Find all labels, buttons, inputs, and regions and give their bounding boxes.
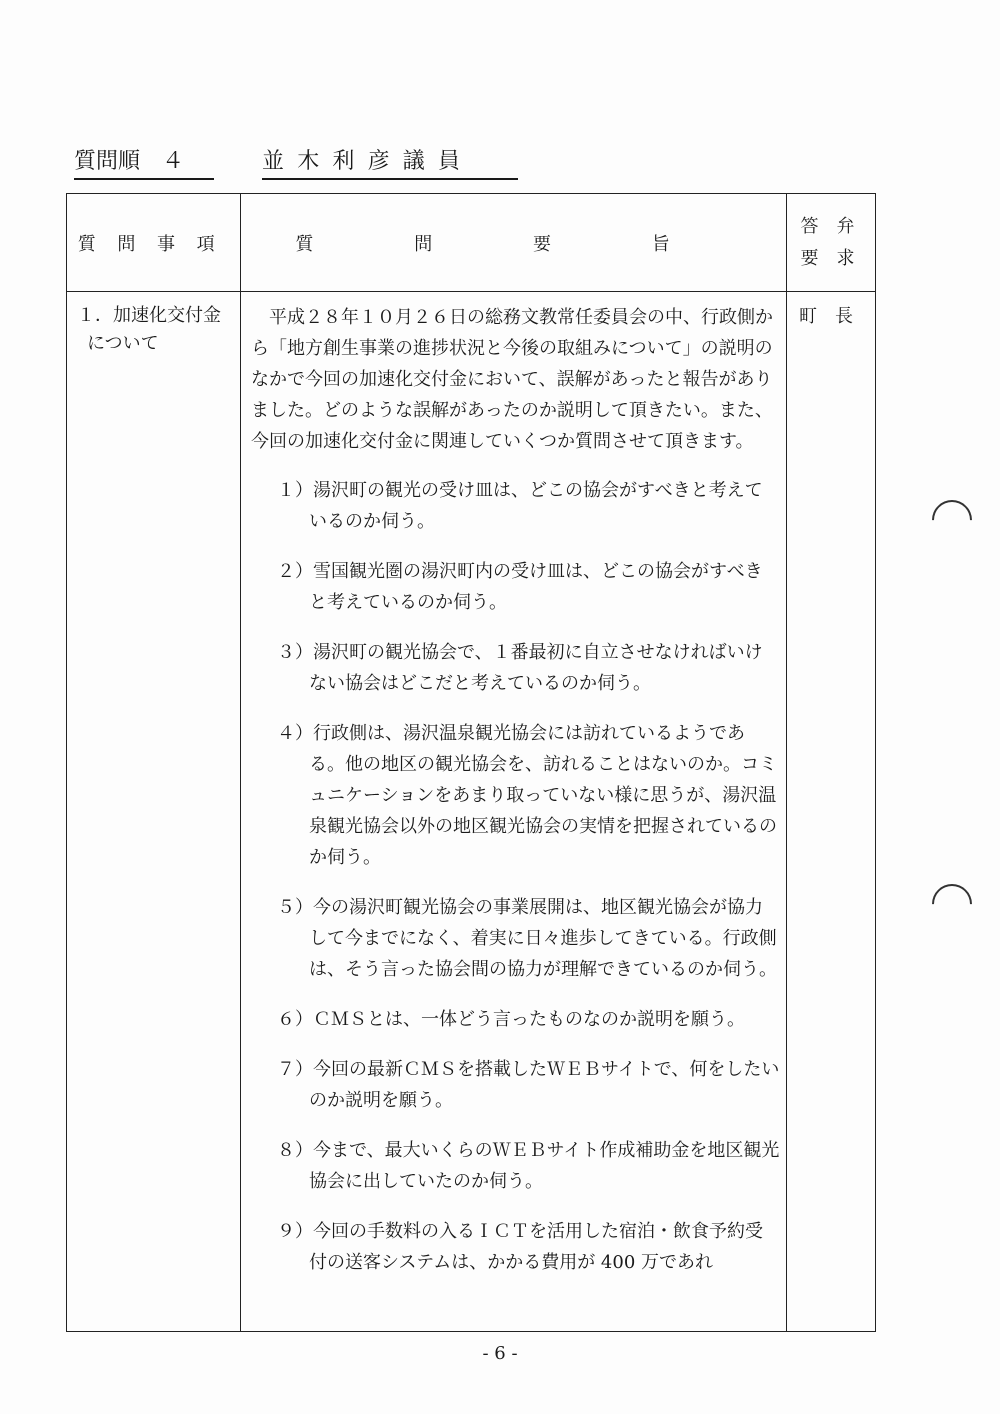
question-order-heading xyxy=(74,148,214,180)
page-number: - 6 - xyxy=(482,1343,518,1364)
punch-hole-mark xyxy=(924,876,981,933)
sub-question: ９）今回の手数料の入るＩＣＴを活用した宿泊・飲食予約受付の送客システムは、かかる費用が 400 万であれ xyxy=(277,1221,763,1273)
member-name: 並木利彦議員 xyxy=(262,148,518,180)
sub-question: ６）ＣＭＳとは、一体どう言ったものなのか説明を願う。 xyxy=(277,1009,745,1030)
column-header-gist: 質問要旨 xyxy=(241,194,787,292)
sub-question: ８）今まで、最大いくらのＷＥＢサイト作成補助金を地区観光協会に出していたのか伺う。 xyxy=(277,1140,780,1192)
column-header-item: 質問事項 xyxy=(67,194,241,292)
table-header-row xyxy=(67,194,876,292)
question-table xyxy=(66,193,876,1332)
question-gist-cell xyxy=(241,292,787,1332)
column-header-request-line1: 答弁 xyxy=(800,215,873,237)
answer-request-cell: 町長 xyxy=(787,292,876,1332)
punch-hole-mark xyxy=(924,492,981,549)
question-lead-text: 平成２８年１０月２６日の総務文教常任委員会の中、行政側から「地方創生事業の進捗状況と今後の取組みについて」の説明のなかで今回の加速化交付金において、誤解があったと報告がありました。どのような誤解があったのか説明して頂きたい。また、今回の加速化交付金に関連していくつか質問させて頂きます。 xyxy=(251,307,773,452)
column-header-request-line2: 要求 xyxy=(800,247,873,269)
question-order: 質問順 ４ xyxy=(74,148,214,180)
sub-question: ３）湯沢町の観光協会で、１番最初に自立させなければいけない協会はどこだと考えているのか伺う。 xyxy=(277,642,763,694)
sub-question: ７）今回の最新ＣＭＳを搭載したＷＥＢサイトで、何をしたいのか説明を願う。 xyxy=(277,1059,780,1111)
sub-question: ２）雪国観光圏の湯沢町内の受け皿は、どこの協会がすべきと考えているのか伺う。 xyxy=(277,561,763,613)
sub-question: ５）今の湯沢町観光協会の事業展開は、地区観光協会が協力して今までになく、着実に日々進歩してきている。行政側は、そう言った協会間の協力が理解できているのか伺う。 xyxy=(277,897,777,980)
question-item-cell xyxy=(67,292,241,1332)
member-name-heading xyxy=(262,148,518,180)
column-header-request xyxy=(787,194,876,292)
question-item-title: １．加速化交付金 xyxy=(77,305,221,326)
sub-question: ４）行政側は、湯沢温泉観光協会には訪れているようである。他の地区の観光協会を、訪れることはないのか。コミュニケーションをあまり取っていない様に思うが、湯沢温泉観光協会以外の地区観光協会の実情を把握されているのか伺う。 xyxy=(277,723,777,868)
sub-question: １）湯沢町の観光の受け皿は、どこの協会がすべきと考えているのか伺う。 xyxy=(277,480,763,532)
question-item-title-cont: について xyxy=(87,333,159,354)
table-row xyxy=(67,292,876,1332)
